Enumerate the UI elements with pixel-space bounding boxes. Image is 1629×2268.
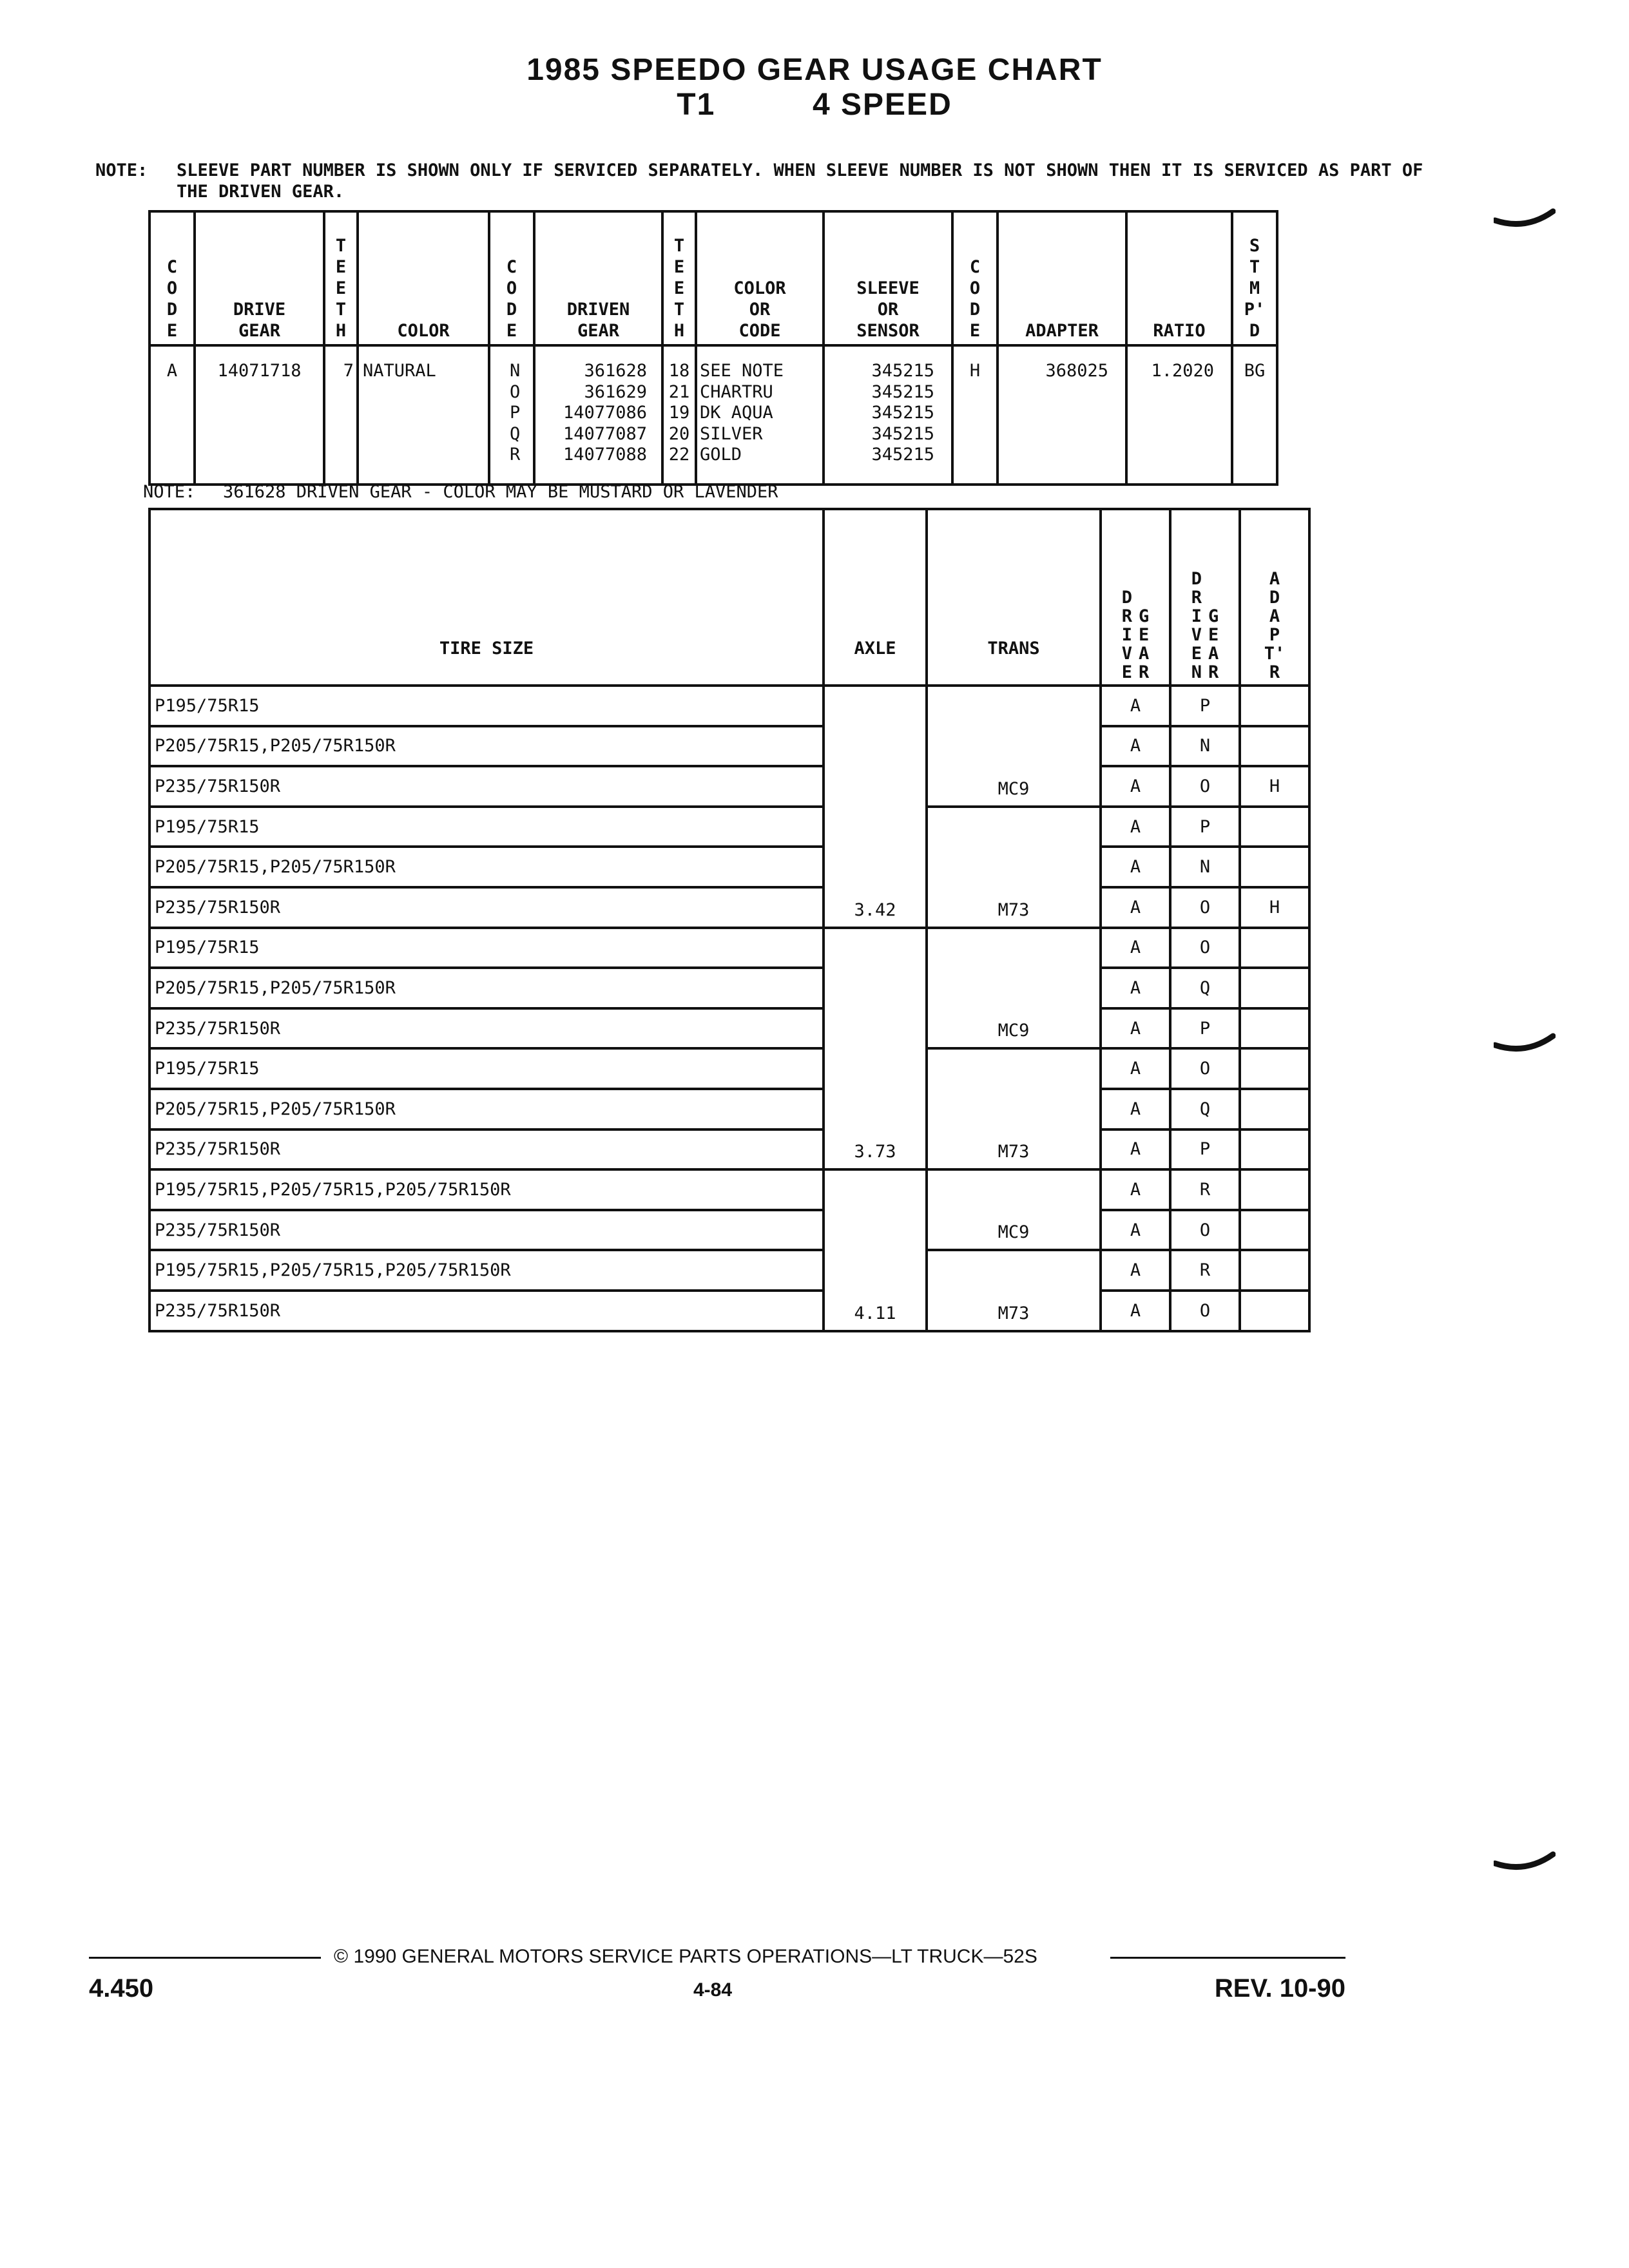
driven-gear-cell: N bbox=[1170, 726, 1240, 767]
header-driven-teeth: T E E T H bbox=[662, 211, 696, 345]
tire-size-cell: P195/75R15,P205/75R15,P205/75R150R bbox=[149, 1169, 824, 1210]
adapter-cell bbox=[1240, 1129, 1309, 1170]
table-row bbox=[149, 1089, 1309, 1129]
adapter-cell bbox=[1240, 807, 1309, 847]
title-line-2 bbox=[0, 88, 1629, 122]
adapter-cell bbox=[1240, 1048, 1309, 1089]
adapter-cell bbox=[1240, 1089, 1309, 1129]
tire-size-cell: P195/75R15 bbox=[149, 928, 824, 968]
driven-gear-cell: P bbox=[1170, 807, 1240, 847]
driven-gear-cell: N bbox=[1170, 847, 1240, 887]
driven-gear-cell: O bbox=[1170, 1210, 1240, 1251]
cell-adapter: 368025 bbox=[998, 345, 1126, 485]
drive-gear-cell: A bbox=[1101, 807, 1170, 847]
drive-gear-cell: A bbox=[1101, 1210, 1170, 1251]
driven-gear-cell: P bbox=[1170, 686, 1240, 726]
header-driven-code: C O D E bbox=[489, 211, 534, 345]
table-row bbox=[149, 1129, 1309, 1170]
table-row bbox=[149, 887, 1309, 928]
trans-cell: M73 bbox=[927, 1048, 1101, 1169]
header-driven-gear-word: G E A R bbox=[1208, 606, 1219, 682]
header-adapter-code: C O D E bbox=[952, 211, 998, 345]
drive-gear-cell: A bbox=[1101, 1048, 1170, 1089]
table-row bbox=[149, 847, 1309, 887]
header-drive-gear bbox=[1101, 509, 1170, 686]
adapter-cell bbox=[1240, 726, 1309, 767]
cell-driven-teeth: 18 21 19 20 22 bbox=[662, 345, 696, 485]
driven-gear-cell: P bbox=[1170, 1129, 1240, 1170]
footer-section: 4.450 bbox=[89, 1974, 154, 2003]
table-row bbox=[149, 807, 1309, 847]
note2-label: NOTE: bbox=[143, 482, 196, 502]
cell-color: NATURAL bbox=[358, 345, 489, 485]
drive-gear-cell: A bbox=[1101, 1008, 1170, 1049]
binder-hole-mark-middle bbox=[1494, 1031, 1556, 1057]
axle-cell: 3.73 bbox=[824, 928, 927, 1170]
header-trans: TRANS bbox=[927, 509, 1101, 686]
gear-spec-table bbox=[148, 210, 1278, 486]
title-line-1: 1985 SPEEDO GEAR USAGE CHART bbox=[526, 53, 1103, 87]
header-adapter: ADAPTER bbox=[998, 211, 1126, 345]
tire-size-cell: P205/75R15,P205/75R150R bbox=[149, 1089, 824, 1129]
note-text: SLEEVE PART NUMBER IS SHOWN ONLY IF SERVICED SEPARATELY. WHEN SLEEVE NUMBER IS NOT SHOWN THEN IT IS SERVICED AS PART OF THE DRIVEN GEAR. bbox=[177, 160, 1423, 202]
gear-spec-row bbox=[149, 345, 1277, 485]
footer-copyright: © 1990 GENERAL MOTORS SERVICE PARTS OPERATIONS—LT TRUCK—52S bbox=[334, 1946, 1037, 1967]
adapter-cell bbox=[1240, 1169, 1309, 1210]
drive-gear-cell: A bbox=[1101, 1250, 1170, 1291]
cell-adapter-code: H bbox=[952, 345, 998, 485]
table-row bbox=[149, 968, 1309, 1008]
table-row bbox=[149, 1250, 1309, 1291]
tire-size-cell: P195/75R15,P205/75R15,P205/75R150R bbox=[149, 1250, 824, 1291]
binder-hole-mark-top bbox=[1494, 206, 1556, 232]
header-driven-gear: DRIVEN GEAR bbox=[534, 211, 662, 345]
driven-gear-note bbox=[143, 482, 778, 503]
tire-size-cell: P195/75R15 bbox=[149, 807, 824, 847]
driven-gear-cell: Q bbox=[1170, 968, 1240, 1008]
usage-header-row bbox=[149, 509, 1309, 686]
footer-rule-left bbox=[89, 1957, 321, 1959]
header-axle: AXLE bbox=[824, 509, 927, 686]
drive-gear-cell: A bbox=[1101, 766, 1170, 807]
drive-gear-cell: A bbox=[1101, 887, 1170, 928]
header-code: C O D E bbox=[149, 211, 195, 345]
table-row bbox=[149, 1048, 1309, 1089]
binder-hole-mark-bottom bbox=[1494, 1849, 1556, 1875]
table-row bbox=[149, 928, 1309, 968]
tire-size-cell: P205/75R15,P205/75R150R bbox=[149, 726, 824, 767]
footer-revision: REV. 10-90 bbox=[1214, 1974, 1345, 2003]
title-speed: 4 SPEED bbox=[812, 88, 952, 122]
drive-gear-cell: A bbox=[1101, 847, 1170, 887]
adapter-cell bbox=[1240, 968, 1309, 1008]
header-driven-word: D R I V E N bbox=[1191, 569, 1202, 682]
cell-drive-gear: 14071718 bbox=[195, 345, 324, 485]
adapter-cell bbox=[1240, 847, 1309, 887]
header-adapter: A D A P T' R bbox=[1240, 509, 1309, 686]
drive-gear-cell: A bbox=[1101, 1129, 1170, 1170]
gear-spec-header-row bbox=[149, 211, 1277, 345]
adapter-cell: H bbox=[1240, 766, 1309, 807]
tire-size-cell: P235/75R150R bbox=[149, 1291, 824, 1331]
adapter-cell bbox=[1240, 1008, 1309, 1049]
tire-size-cell: P235/75R150R bbox=[149, 1210, 824, 1251]
header-teeth: T E E T H bbox=[324, 211, 358, 345]
adapter-cell bbox=[1240, 686, 1309, 726]
trans-cell: MC9 bbox=[927, 1169, 1101, 1250]
page-title bbox=[0, 53, 1629, 122]
tire-size-cell: P195/75R15 bbox=[149, 1048, 824, 1089]
tire-size-cell: P235/75R150R bbox=[149, 887, 824, 928]
cell-driven-codes: N O P Q R bbox=[489, 345, 534, 485]
driven-gear-cell: R bbox=[1170, 1250, 1240, 1291]
header-drive-word: D R I V E bbox=[1121, 588, 1132, 682]
driven-gear-cell: R bbox=[1170, 1169, 1240, 1210]
header-drive-gear: DRIVE GEAR bbox=[195, 211, 324, 345]
footer-rule-right bbox=[1110, 1957, 1345, 1959]
drive-gear-cell: A bbox=[1101, 1291, 1170, 1331]
axle-cell: 4.11 bbox=[824, 1169, 927, 1331]
driven-gear-cell: P bbox=[1170, 1008, 1240, 1049]
table-row bbox=[149, 1210, 1309, 1251]
trans-cell: MC9 bbox=[927, 686, 1101, 807]
adapter-cell bbox=[1240, 1291, 1309, 1331]
tire-usage-table bbox=[148, 508, 1311, 1332]
trans-cell: M73 bbox=[927, 807, 1101, 928]
table-row bbox=[149, 686, 1309, 726]
driven-gear-cell: O bbox=[1170, 1048, 1240, 1089]
adapter-cell: H bbox=[1240, 887, 1309, 928]
driven-gear-cell: O bbox=[1170, 928, 1240, 968]
tire-size-cell: P205/75R15,P205/75R150R bbox=[149, 847, 824, 887]
header-color: COLOR bbox=[358, 211, 489, 345]
driven-gear-cell: O bbox=[1170, 887, 1240, 928]
title-model: T1 bbox=[677, 88, 716, 122]
table-row bbox=[149, 1008, 1309, 1049]
driven-gear-cell: O bbox=[1170, 766, 1240, 807]
drive-gear-cell: A bbox=[1101, 968, 1170, 1008]
header-drive-gear-word: G E A R bbox=[1139, 606, 1150, 682]
trans-cell: MC9 bbox=[927, 928, 1101, 1049]
adapter-cell bbox=[1240, 928, 1309, 968]
cell-driven-gears: 361628 361629 14077086 14077087 14077088 bbox=[534, 345, 662, 485]
drive-gear-cell: A bbox=[1101, 928, 1170, 968]
tire-size-cell: P195/75R15 bbox=[149, 686, 824, 726]
table-row bbox=[149, 766, 1309, 807]
header-stamped: S T M P' D bbox=[1232, 211, 1277, 345]
header-ratio: RATIO bbox=[1126, 211, 1232, 345]
note-label: NOTE: bbox=[95, 160, 148, 180]
table-row bbox=[149, 726, 1309, 767]
adapter-cell bbox=[1240, 1250, 1309, 1291]
adapter-cell bbox=[1240, 1210, 1309, 1251]
cell-sleeves: 345215 345215 345215 345215 345215 bbox=[824, 345, 952, 485]
drive-gear-cell: A bbox=[1101, 1089, 1170, 1129]
cell-stamped: BG bbox=[1232, 345, 1277, 485]
axle-cell: 3.42 bbox=[824, 686, 927, 928]
drive-gear-cell: A bbox=[1101, 726, 1170, 767]
tire-size-cell: P205/75R15,P205/75R150R bbox=[149, 968, 824, 1008]
footer-page-number: 4-84 bbox=[693, 1979, 733, 2001]
cell-teeth: 7 bbox=[324, 345, 358, 485]
drive-gear-cell: A bbox=[1101, 686, 1170, 726]
table-row bbox=[149, 1169, 1309, 1210]
trans-cell: M73 bbox=[927, 1250, 1101, 1331]
header-tire-size: TIRE SIZE bbox=[149, 509, 824, 686]
cell-driven-colors: SEE NOTE CHARTRU DK AQUA SILVER GOLD bbox=[696, 345, 824, 485]
header-sleeve-or-sensor: SLEEVE OR SENSOR bbox=[824, 211, 952, 345]
header-color-or-code: COLOR OR CODE bbox=[696, 211, 824, 345]
tire-size-cell: P235/75R150R bbox=[149, 1008, 824, 1049]
page-footer bbox=[89, 1946, 1345, 2010]
usage-body bbox=[149, 686, 1309, 1331]
cell-ratio: 1.2020 bbox=[1126, 345, 1232, 485]
tire-size-cell: P235/75R150R bbox=[149, 766, 824, 807]
header-driven-gear bbox=[1170, 509, 1240, 686]
driven-gear-cell: O bbox=[1170, 1291, 1240, 1331]
tire-size-cell: P235/75R150R bbox=[149, 1129, 824, 1170]
table-row bbox=[149, 1291, 1309, 1331]
driven-gear-cell: Q bbox=[1170, 1089, 1240, 1129]
note2-text: 361628 DRIVEN GEAR - COLOR MAY BE MUSTARD OR LAVENDER bbox=[223, 482, 778, 502]
cell-code: A bbox=[149, 345, 195, 485]
drive-gear-cell: A bbox=[1101, 1169, 1170, 1210]
